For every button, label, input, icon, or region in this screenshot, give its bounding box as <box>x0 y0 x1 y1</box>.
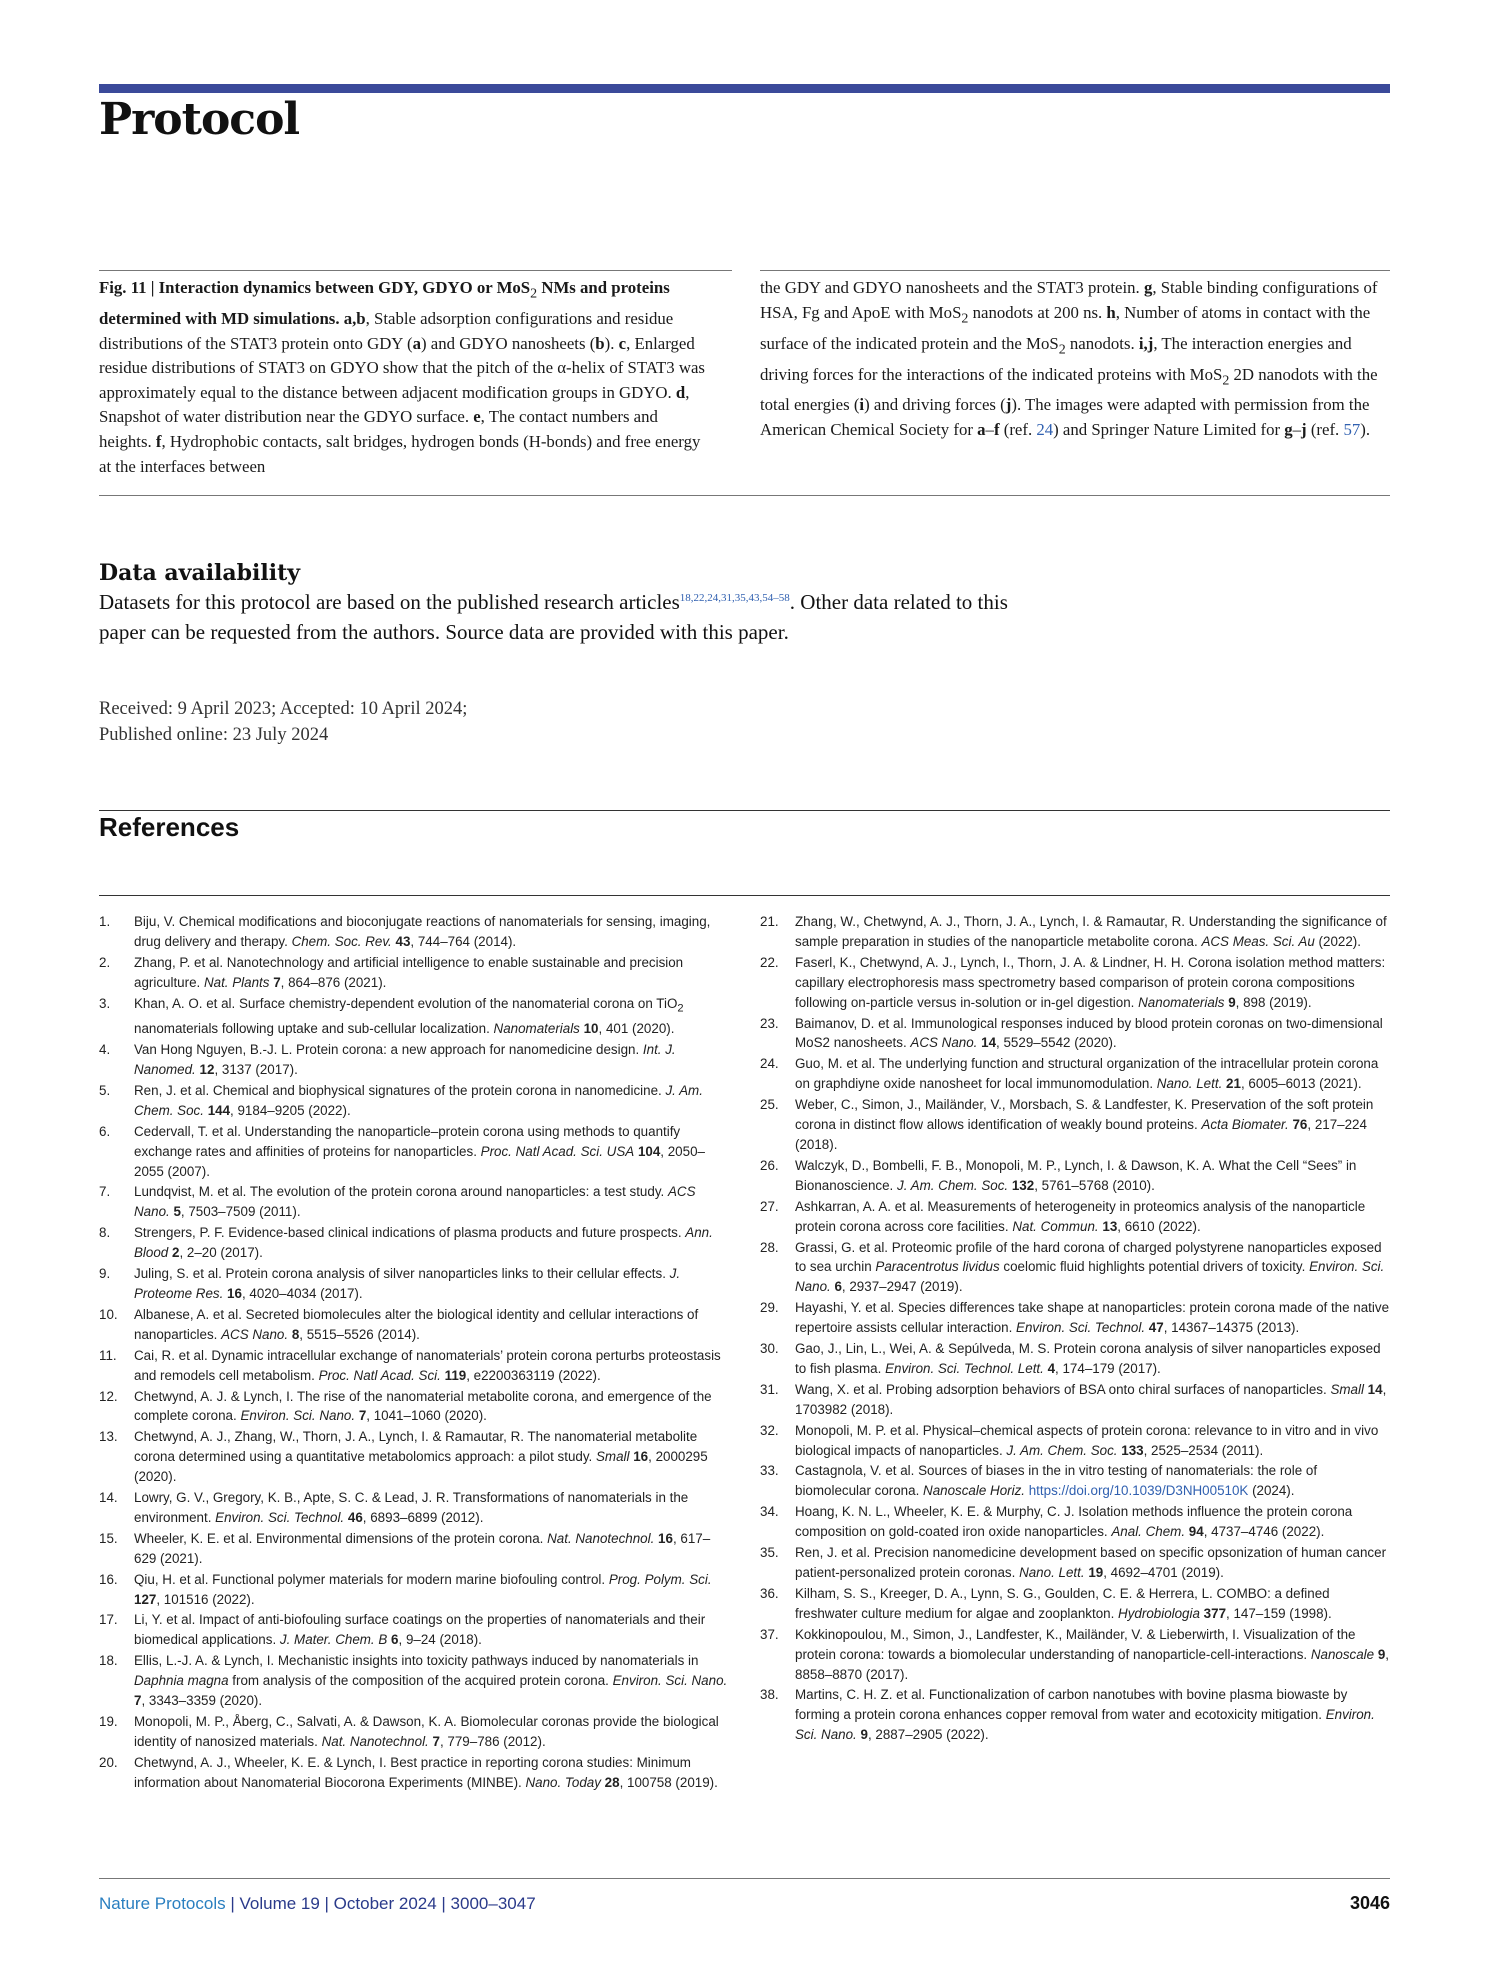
published-date: Published online: 23 July 2024 <box>99 725 329 745</box>
reference-number: 12. <box>99 1388 118 1404</box>
reference-item <box>99 912 729 952</box>
reference-text: Chetwynd, A. J., Zhang, W., Thorn, J. A., Lynch, I. & Ramautar, R. The nanomaterial metabolite corona determined using a quantitative metabolomics approach: a pilot study. Small 16, 2000295 (2020). <box>134 1429 708 1485</box>
reference-number: 31. <box>760 1381 779 1397</box>
reference-text: Kilham, S. S., Kreeger, D. A., Lynn, S. G., Goulden, C. E. & Herrera, L. COMBO: a defined freshwater culture medium for algae and zooplankton. Hydrobiologia 377, 147–159 (1998). <box>795 1585 1332 1621</box>
reference-number: 20. <box>99 1754 118 1770</box>
reference-text: Biju, V. Chemical modifications and bioconjugate reactions of nanomaterials for sensing, imaging, drug delivery and therapy. Chem. Soc. Rev. 43, 744–764 (2014). <box>134 914 711 949</box>
reference-text: Strengers, P. F. Evidence-based clinical indications of plasma products and future prospects. Ann. Blood 2, 2–20 (2017). <box>134 1225 713 1261</box>
reference-number: 7. <box>99 1184 111 1200</box>
reference-item <box>760 953 1390 1013</box>
reference-item <box>99 1651 729 1711</box>
reference-text: Chetwynd, A. J. & Lynch, I. The rise of the nanomaterial metabolite corona, and emergence of the complete corona. Environ. Sci. Nano. 7, 1041–1060 (2020). <box>134 1388 712 1424</box>
reference-text: Ashkarran, A. A. et al. Measurements of heterogeneity in proteomics analysis of the nanoparticle protein corona across core facilities. Nat. Commun. 13, 6610 (2022). <box>795 1198 1366 1234</box>
reference-text: Zhang, W., Chetwynd, A. J., Thorn, J. A., Lynch, I. & Ramautar, R. Understanding the significance of sample preparation in studies of the nanoparticle metabolite corona. ACS Meas. Sci. Au (2022). <box>795 914 1387 949</box>
references-sub-rule <box>99 895 1390 896</box>
reference-number: 5. <box>99 1082 111 1098</box>
reference-item <box>760 1421 1390 1461</box>
reference-item <box>760 1339 1390 1379</box>
section-type-title: Protocol <box>99 94 300 145</box>
reference-item <box>99 1427 729 1487</box>
reference-item <box>760 1625 1390 1685</box>
reference-item <box>99 994 729 1039</box>
reference-item <box>760 1380 1390 1420</box>
reference-text: Wheeler, K. E. et al. Environmental dimensions of the protein corona. Nat. Nanotechnol. 16, 617–629 (2021). <box>134 1530 711 1566</box>
reference-item <box>760 1298 1390 1338</box>
reference-item <box>99 1223 729 1263</box>
data-availability-heading: Data availability <box>99 560 301 586</box>
footer-rule <box>99 1878 1390 1879</box>
reference-item <box>99 1305 729 1345</box>
reference-text: Qiu, H. et al. Functional polymer materials for modern marine biofouling control. Prog. Polym. Sci. 127, 101516 (2022). <box>134 1571 712 1607</box>
reference-text: Van Hong Nguyen, B.-J. L. Protein corona: a new approach for nanomedicine design. Int. J. Nanomed. 12, 3137 (2017). <box>134 1042 676 1078</box>
reference-number: 36. <box>760 1585 779 1601</box>
reference-number: 4. <box>99 1042 111 1058</box>
reference-number: 17. <box>99 1612 118 1628</box>
reference-number: 16. <box>99 1571 118 1587</box>
doi-link[interactable]: https://doi.org/10.1039/D3NH00510K <box>1028 1483 1249 1499</box>
page-number: 3046 <box>1349 1893 1390 1913</box>
ref-link[interactable]: 24 <box>1036 420 1054 440</box>
reference-text: Ren, J. et al. Chemical and biophysical signatures of the protein corona in nanomedicine. J. Am. Chem. Soc. 144, 9184–9205 (2022). <box>134 1082 703 1118</box>
reference-text: Juling, S. et al. Protein corona analysis of silver nanoparticles links to their cellular effects. J. Proteome Res. 16, 4020–4034 (2017). <box>134 1266 681 1301</box>
reference-text: Ellis, L.-J. A. & Lynch, I. Mechanistic insights into toxicity pathways induced by nanomaterials in Daphnia magna from analysis of the composition of the acquired protein corona. Environ. Sci. Nano. 7, 3343–3359 (2020). <box>134 1653 728 1709</box>
reference-item <box>99 1264 729 1304</box>
reference-number: 28. <box>760 1239 779 1255</box>
references-list-right <box>760 912 1390 1746</box>
reference-text: Li, Y. et al. Impact of anti-biofouling surface coatings on the properties of nanomaterials and their biomedical applications. J. Mater. Chem. B 6, 9–24 (2018). <box>134 1612 706 1648</box>
reference-number: 14. <box>99 1490 118 1506</box>
data-availability-refs-link[interactable]: 18,22,24,31,35,43,54–58 <box>679 592 790 604</box>
reference-number: 29. <box>760 1300 779 1316</box>
references-heading: References <box>99 812 240 842</box>
reference-item <box>99 1040 729 1080</box>
reference-item <box>760 1502 1390 1542</box>
reference-text: Castagnola, V. et al. Sources of biases in the in vitro testing of nanomaterials: the role of biomolecular corona. Nanoscale Horiz. https://doi.org/10.1039/D3NH00510K (2024). <box>795 1463 1318 1499</box>
reference-item <box>99 1182 729 1222</box>
reference-number: 37. <box>760 1626 779 1642</box>
reference-number: 9. <box>99 1266 111 1282</box>
data-availability-text: Datasets for this protocol are based on the published research articles$^{18,22,24,31,35,43,54-58}$. Other data related to this paper can be requested from the authors. Source data are provided with this paper. <box>99 590 1008 644</box>
reference-number: 35. <box>760 1545 779 1561</box>
reference-number: 38. <box>760 1687 779 1703</box>
reference-number: 27. <box>760 1198 779 1214</box>
reference-number: 1. <box>99 914 111 929</box>
reference-number: 24. <box>760 1056 779 1072</box>
reference-number: 2. <box>99 954 111 970</box>
reference-number: 19. <box>99 1714 118 1730</box>
reference-number: 10. <box>99 1306 118 1322</box>
reference-number: 30. <box>760 1341 779 1357</box>
caption-top-rule-right <box>760 270 1390 271</box>
header-accent-bar <box>99 84 1390 93</box>
reference-text: Baimanov, D. et al. Immunological responses induced by blood protein coronas on two-dimensional MoS2 nanosheets. ACS Nano. 14, 5529–5542 (2020). <box>795 1015 1383 1051</box>
reference-number: 18. <box>99 1653 118 1669</box>
reference-item <box>760 1014 1390 1054</box>
reference-number: 3. <box>99 995 111 1011</box>
reference-item <box>760 1197 1390 1237</box>
references-list-left <box>99 912 729 1794</box>
reference-text: Guo, M. et al. The underlying function and structural organization of the intracellular protein corona on graphdiyne oxide nanosheet for local immunomodulation. Nano. Lett. 21, 6005–6013 (2021). <box>795 1056 1379 1092</box>
received-accepted-dates: Received: 9 April 2023; Accepted: 10 April 2024; <box>99 699 468 719</box>
reference-text: Faserl, K., Chetwynd, A. J., Lynch, I., Thorn, J. A. & Lindner, H. H. Corona isolation method matters: capillary electrophoresis mass spectrometry based comparison of protein corona compositions following on-particle versus in-solution or in-gel digestion. Nanomaterials 9, 898 (2019). <box>795 954 1386 1010</box>
reference-number: 25. <box>760 1097 779 1113</box>
reference-text: Lundqvist, M. et al. The evolution of the protein corona around nanoparticles: a test study. ACS Nano. 5, 7503–7509 (2011). <box>134 1184 696 1220</box>
reference-number: 6. <box>99 1123 111 1139</box>
footer-journal-name[interactable]: Nature Protocols <box>99 1894 226 1913</box>
reference-item <box>760 1584 1390 1624</box>
reference-text: Wang, X. et al. Probing adsorption behaviors of BSA onto chiral surfaces of nanoparticles. Small 14, 1703982 (2018). <box>795 1381 1387 1417</box>
reference-item <box>99 1610 729 1650</box>
reference-item <box>99 1346 729 1386</box>
reference-number: 15. <box>99 1530 118 1546</box>
reference-text: Khan, A. O. et al. Surface chemistry-dependent evolution of the nanomaterial corona on TiO$_2$ nanomaterials following uptake and sub-cellular localization. Nanomaterials 10, 401 (2020). <box>134 995 684 1037</box>
reference-item <box>760 1543 1390 1583</box>
reference-text: Ren, J. et al. Precision nanomedicine development based on specific opsonization of human cancer patient-personalized protein coronas. Nano. Lett. 19, 4692–4701 (2019). <box>795 1545 1387 1580</box>
reference-item <box>99 1387 729 1427</box>
reference-item <box>99 1712 729 1752</box>
reference-number: 11. <box>99 1347 117 1363</box>
reference-item <box>760 1054 1390 1094</box>
reference-text: Cai, R. et al. Dynamic intracellular exchange of nanomaterials’ protein corona perturbs proteostasis and remodels cell metabolism. Proc. Natl Acad. Sci. 119, e2200363119 (2022). <box>134 1347 721 1383</box>
reference-text: Albanese, A. et al. Secreted biomolecules alter the biological identity and cellular interactions of nanoparticles. ACS Nano. 8, 5515–5526 (2014). <box>134 1306 699 1342</box>
reference-number: 33. <box>760 1463 779 1479</box>
footer-journal-info: Nature Protocols | Volume 19 | October 2024 | 3000–3047 <box>99 1894 536 1913</box>
reference-item <box>760 912 1390 952</box>
reference-text: Zhang, P. et al. Nanotechnology and artificial intelligence to enable sustainable and precision agriculture. Nat. Plants 7, 864–876 (2021). <box>134 954 684 990</box>
caption-bottom-rule <box>99 495 1390 496</box>
reference-item <box>99 1122 729 1182</box>
reference-item <box>99 1570 729 1610</box>
reference-text: Chetwynd, A. J., Wheeler, K. E. & Lynch, I. Best practice in reporting corona studies: Minimum information about Nanomaterial Biocorona Experiments (MINBE). Nano. Today 28, 100758 (2019). <box>134 1754 718 1790</box>
reference-text: Kokkinopoulou, M., Simon, J., Landfester, K., Mailänder, V. & Lieberwirth, I. Visualization of the protein corona: towards a biomolecular understanding of nanoparticle-cell-interactions. Nanoscale 9, 8858–8870 (2017). <box>795 1626 1390 1682</box>
reference-item <box>99 1753 729 1793</box>
references-top-rule <box>99 810 1390 811</box>
reference-text: Walczyk, D., Bombelli, F. B., Monopoli, M. P., Lynch, I. & Dawson, K. A. What the Cell “Sees” in Bionanoscience. J. Am. Chem. Soc. 132, 5761–5768 (2010). <box>795 1157 1357 1193</box>
reference-number: 13. <box>99 1429 118 1445</box>
ref-link[interactable]: 57 <box>1343 420 1361 440</box>
reference-text: Lowry, G. V., Gregory, K. B., Apte, S. C. & Lead, J. R. Transformations of nanomaterials in the environment. Environ. Sci. Technol. 46, 6893–6899 (2012). <box>134 1490 689 1525</box>
reference-item <box>760 1095 1390 1155</box>
caption-top-rule-left <box>99 270 732 271</box>
reference-number: 34. <box>760 1504 779 1520</box>
figure-caption-col2: the GDY and GDYO nanosheets and the STAT3 protein. g, Stable binding configurations of HSA, Fg and ApoE with MoS$_2$ nanodots at 200 ns. h, Number of atoms in contact with the surface of the indicated protein and the MoS$_2$ nanodots. i,j, The interaction energies and driving forces for the interactions of the indicated proteins with MoS$_2$ 2D nanodots with the total energies (i) and driving forces (j). The images were adapted with permission from the American Chemical Society for a–f (ref. 24) and Springer Nature Limited for g–j (ref. 57). <box>760 278 1378 440</box>
reference-text: Weber, C., Simon, J., Mailänder, V., Morsbach, S. & Landfester, K. Preservation of the soft protein corona in distinct flow allows identification of weakly bound proteins. Acta Biomater. 76, 217–224 (2018). <box>795 1097 1374 1152</box>
reference-item <box>99 953 729 993</box>
reference-text: Hoang, K. N. L., Wheeler, K. E. & Murphy, C. J. Isolation methods influence the protein corona composition on gold-coated iron oxide nanoparticles. Anal. Chem. 94, 4737–4746 (2022). <box>795 1504 1353 1540</box>
reference-number: 21. <box>760 914 779 929</box>
reference-item <box>760 1156 1390 1196</box>
reference-number: 32. <box>760 1422 779 1438</box>
reference-text: Hayashi, Y. et al. Species differences take shape at nanoparticles: protein corona made of the native repertoire assists cellular interaction. Environ. Sci. Technol. 47, 14367–14375 (2013). <box>795 1300 1390 1336</box>
reference-text: Martins, C. H. Z. et al. Functionalization of carbon nanotubes with bovine plasma biowaste by forming a protein corona enhances copper removal from water and ecotoxicity mitigation. Environ. Sci. Nano. 9, 2887–2905 (2022). <box>795 1687 1375 1743</box>
reference-text: Monopoli, M. P., Åberg, C., Salvati, A. & Dawson, K. A. Biomolecular coronas provide the biological identity of nanosized materials. Nat. Nanotechnol. 7, 779–786 (2012). <box>134 1714 719 1749</box>
article-dates <box>99 696 799 748</box>
reference-number: 23. <box>760 1015 779 1031</box>
reference-number: 8. <box>99 1225 111 1241</box>
reference-item <box>99 1488 729 1528</box>
reference-item <box>99 1529 729 1569</box>
figure-caption-col1: Fig. 11 | Interaction dynamics between GDY, GDYO or MoS$_2$ NMs and proteins determined with MD simulations. a,b, Stable adsorption configurations and residue distributions of the STAT3 protein onto GDY (a) and GDYO nanosheets (b). c, Enlarged residue distributions of STAT3 on GDYO show that the pitch of the α-helix of STAT3 was approximately equal to the distance between adjacent modification groups in GDYO. d, Snapshot of water distribution near the GDYO surface. e, The contact numbers and heights. f, Hydrophobic contacts, salt bridges, hydrogen bonds (H-bonds) and free energy at the interfaces between <box>99 278 705 476</box>
reference-text: Gao, J., Lin, L., Wei, A. & Sepúlveda, M. S. Protein corona analysis of silver nanoparticles exposed to fish plasma. Environ. Sci. Technol. Lett. 4, 174–179 (2017). <box>795 1341 1381 1376</box>
reference-item <box>760 1685 1390 1745</box>
reference-text: Cedervall, T. et al. Understanding the nanoparticle–protein corona using methods to quantify exchange rates and affinities of proteins for nanoparticles. Proc. Natl Acad. Sci. USA 104, 2050–2055 (2007). <box>134 1123 705 1179</box>
reference-text: Monopoli, M. P. et al. Physical–chemical aspects of protein corona: relevance to in vitro and in vivo biological impacts of nanoparticles. J. Am. Chem. Soc. 133, 2525–2534 (2011). <box>795 1422 1379 1458</box>
reference-item <box>99 1081 729 1121</box>
reference-number: 26. <box>760 1157 779 1173</box>
reference-number: 22. <box>760 954 779 970</box>
reference-text: Grassi, G. et al. Proteomic profile of the hard corona of charged polystyrene nanoparticles exposed to sea urchin Paracentrotus lividus coelomic fluid highlights potential drivers of toxicity. Environ. Sci. Nano. 6, 2937–2947 (2019). <box>795 1239 1385 1295</box>
reference-item <box>760 1461 1390 1501</box>
reference-item <box>760 1238 1390 1298</box>
